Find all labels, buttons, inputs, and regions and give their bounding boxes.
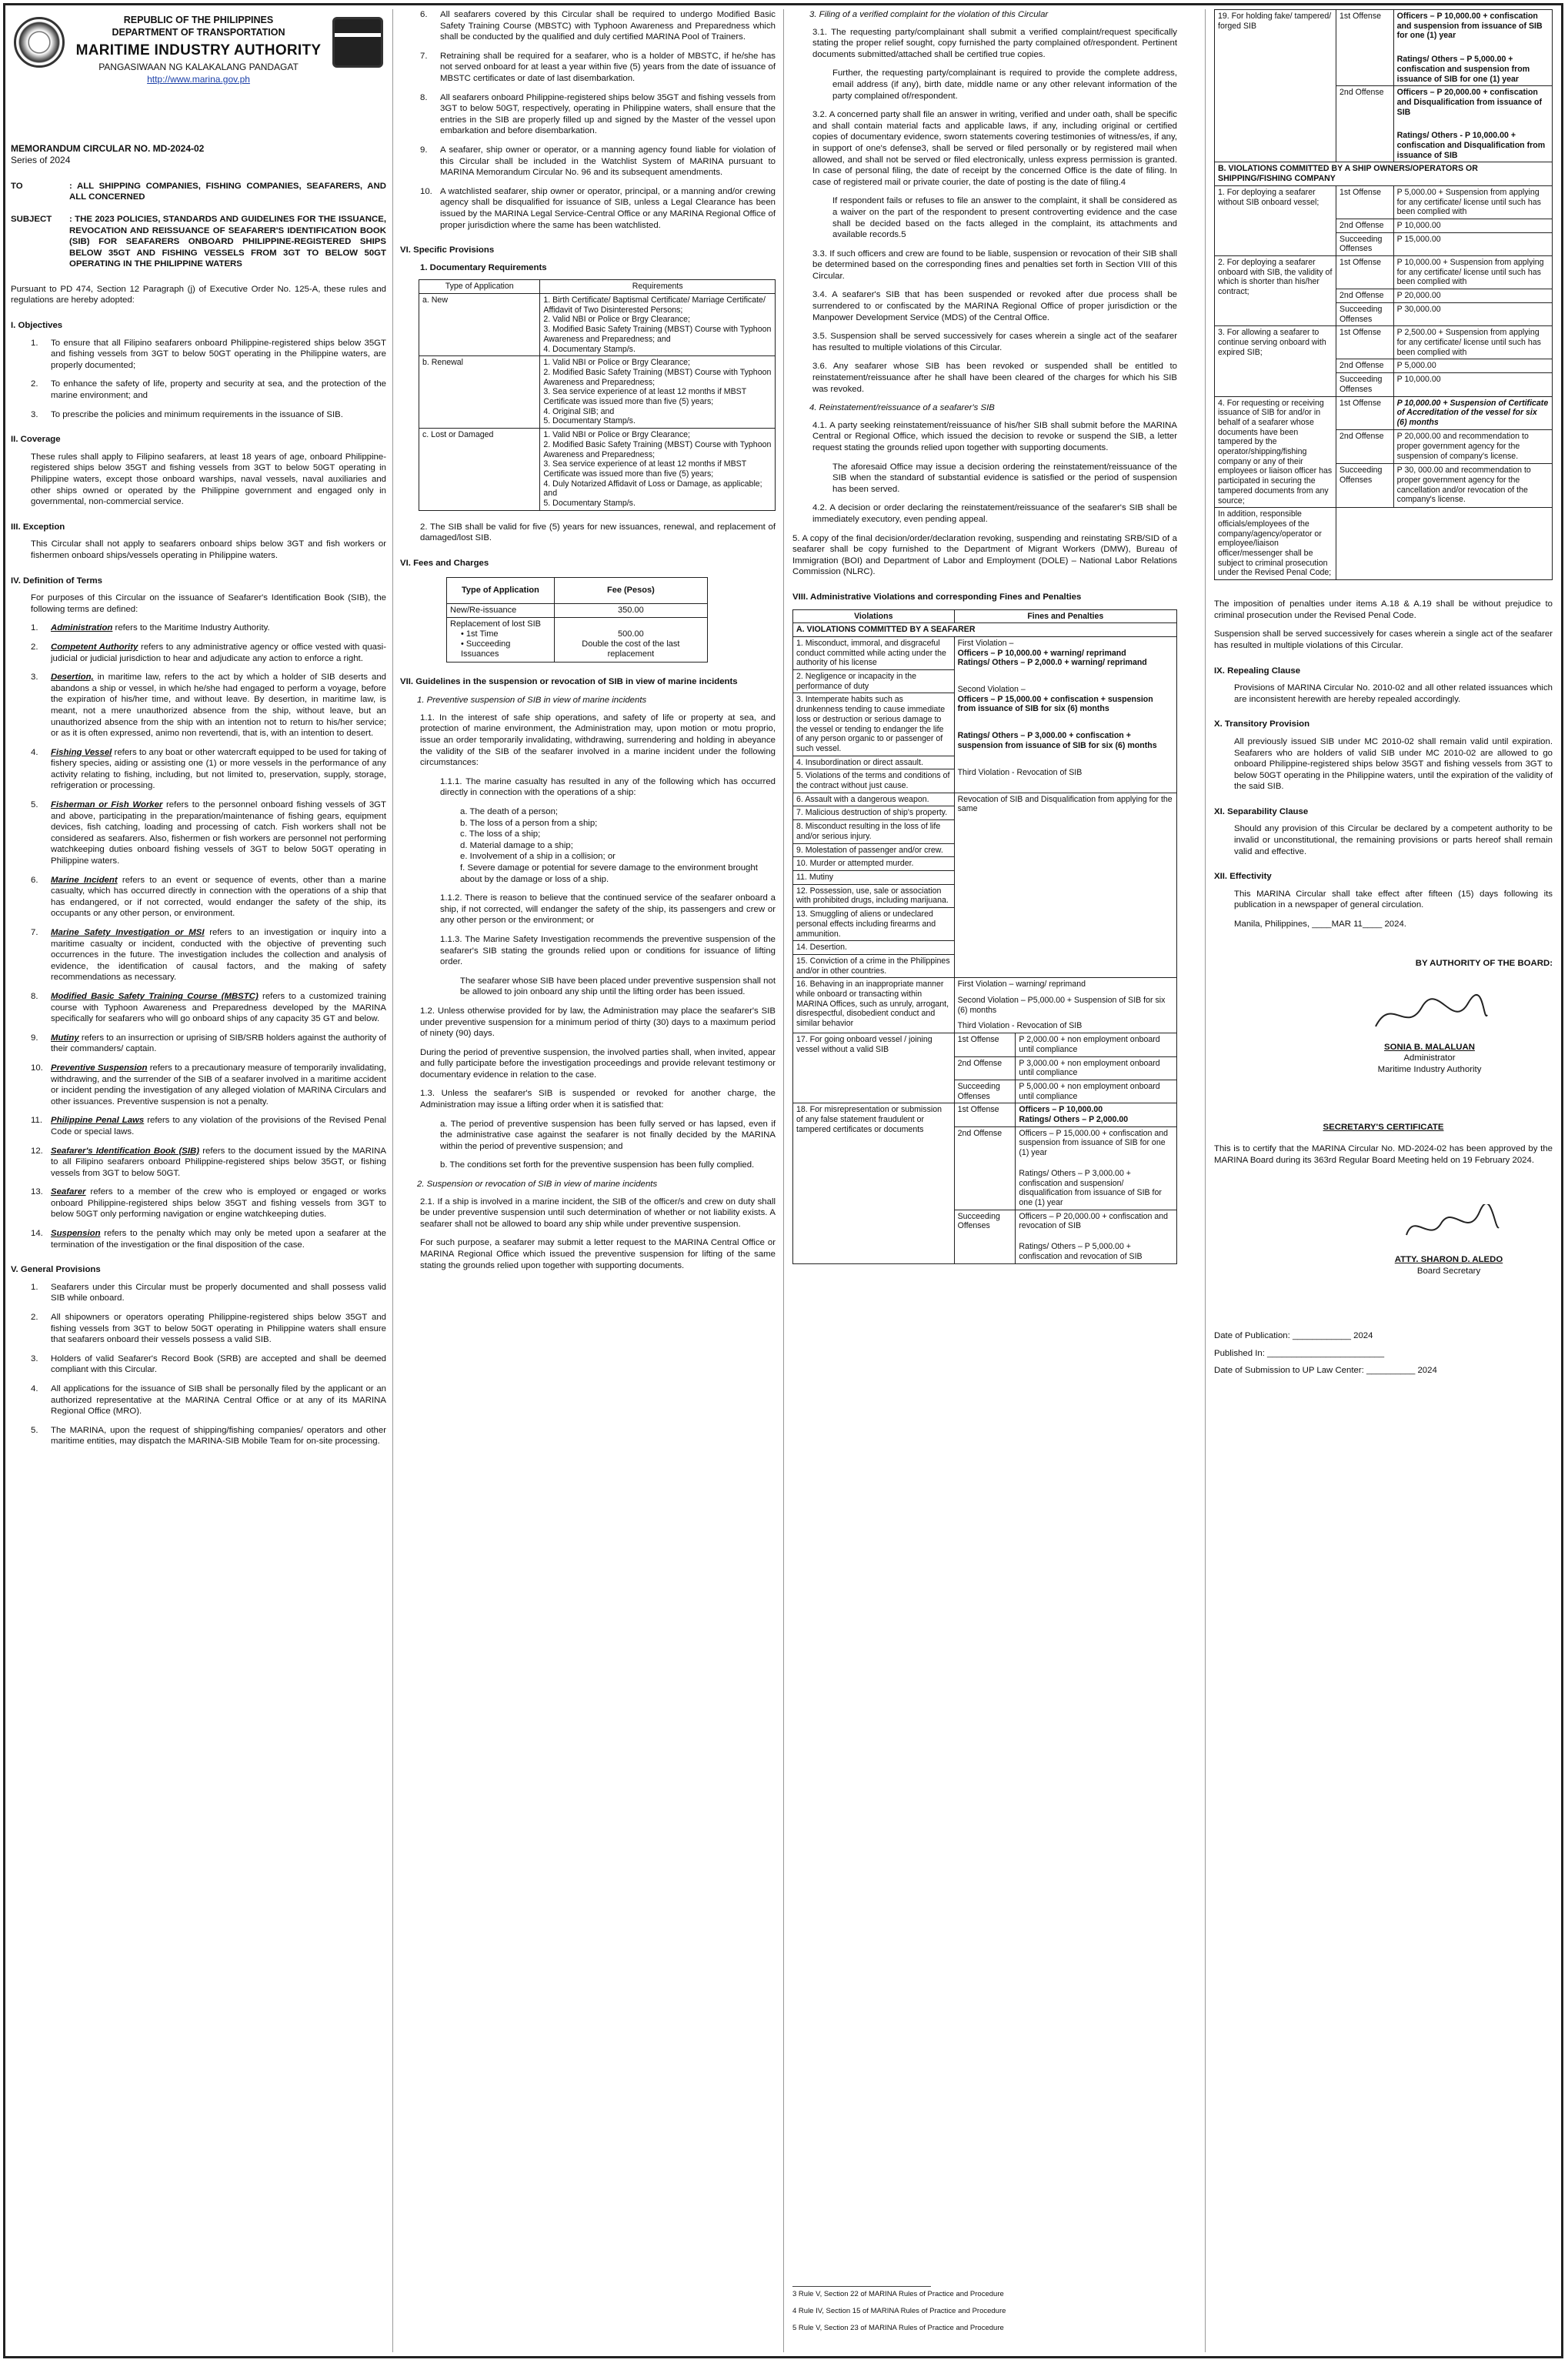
table-row: 7. Malicious destruction of ship's property. (793, 806, 1177, 820)
table-row: 8. Misconduct resulting in the loss of life and/or serious injury. (793, 820, 1177, 843)
section-heading: IX. Repealing Clause (1214, 666, 1301, 676)
list-item: 6. All seafarers covered by this Circular shall be required to undergo Modified Basic Safety Training Course (MBSTC) with Typhoon Awareness and Preparedness which shall be conducted by the qualified and duly certified MARINA Pool of Trainers. (420, 10, 776, 42)
table-row: 10. Murder or attempted murder. (793, 857, 1177, 871)
coverage-text: These rules shall apply to Filipino seafarers, at least 18 years of age, onboard Philippine-registered ships below 35GT and fishing vessels from 3GT to below 50GT operating in Philippine waters, except those onboard warships, naval vessels, naval auxiliaries and other ships owned or operated by the Philippine government and engaged only in governmental, non-commercial service. (31, 452, 386, 507)
paragraph: 1.1. In the interest of safe ship operations, and safety of life or property at sea, and protection of marine environment, the Administration may, upon motion or motu proprio, issue an order temporarily invalidating, withdrawing, surrendering and holding in abeyance the validity of the SIB of the seafarer involved in a marine incident under the following circumstances: (420, 713, 776, 768)
table-row: 13. Smuggling of aliens or undeclared personal effects including firearms and ammunition. (793, 908, 1177, 941)
dotr-seal-icon (14, 17, 65, 68)
section-heading: X. Transitory Provision (1214, 719, 1310, 729)
section-heading: XI. Separability Clause (1214, 806, 1309, 816)
section-heading: XII. Effectivity (1214, 872, 1272, 882)
table-row: 2nd Offense P 10,000.00 (1215, 219, 1553, 232)
table-row: 17. For going onboard vessel / joining vessel without a valid SIB 1st Offense P 2,000.00 + non employment onboard until compliance (793, 1033, 1177, 1056)
publication-details: Date of Publication: ____________ 2024 Published In: ________________________ Date of Submission to UP Law Center: __________ 2024 (1214, 1331, 1437, 1376)
list-item: 3. Holders of valid Seafarer's Record Book (SRB) are accepted and shall be deemed compliant with this Circular. (31, 1353, 386, 1375)
table-row: 2nd Offense P 5,000.00 (1215, 359, 1553, 373)
paragraph: All previously issued SIB under MC 2010-02 shall remain valid until expiration. Seafarers who are holders of valid SIB under MC 2010-02 are allowed to go onboard Philippine-registered ships below 35GT and fishing vessels from 3GT to below 50GT operating in the Philippine waters, until the expiration of the validity of the said SIB. (1234, 736, 1553, 792)
list-item: 9. Mutiny refers to an insurrection or uprising of SIB/SRB holders against the authority of their commanders/ captain. (31, 1033, 386, 1054)
paragraph: 1.2. Unless otherwise provided for by law, the Administration may place the seafarer's SIB under preventive suspension for a minimum period of thirty (30) days to a maximum period of ninety (90) days. (420, 1006, 776, 1039)
paragraph: 1.3. Unless the seafarer's SIB is suspended or revoked for another charge, the Administration may issue a lifting order when it is satisfied that: (420, 1089, 776, 1110)
column-3 (792, 9, 1177, 2348)
table-row: 2. Negligence or incapacity in the performance of duty (793, 670, 1177, 693)
table-row: 2nd Offense P 20,000.00 (1215, 289, 1553, 303)
fees-table (446, 577, 708, 663)
subsection-heading: 1. Preventive suspension of SIB in view of marine incidents (417, 696, 647, 706)
table-row: 6. Assault with a dangerous weapon. Revocation of SIB and Disqualification from applying for the same (793, 793, 1177, 806)
list-item: 8. All seafarers onboard Philippine-registered ships below 35GT and fishing vessels from 3GT to below 50GT, respectively, operating in Philippine waters, shall ensure that the entries in the SIB are properly filled up and signed by the Master of the vessel upon embarkation and before disembarkation. (420, 92, 776, 136)
list-item: 10. Preventive Suspension refers to a precautionary measure of temporarily invalidating, withdrawing, and the surrender of the SIB of a seafarer involved in a maritime accident or incident pending the investigation of any alleged violation of MARINA Circulars and other issuances. Preventive suspension is not a penalty. (31, 1063, 386, 1106)
paragraph: 2.1. If a ship is involved in a marine incident, the SIB of the officer/s and crew on duty shall be under preventive suspension until such determination of whether or not liability exists. A seafarer shall not be allowed to board any ship while under preventive suspension. (420, 1197, 776, 1229)
list-item: 2. All shipowners or operators operating Philippine-registered ships below 35GT and fishing vessels from 3GT to below 50GT operating in Philippine waters shall ensure that seafarers onboard their vessels possess a valid SIB. (31, 1313, 386, 1345)
list-item: 2. Competent Authority refers to any administrative agency or office vested with quasi-judicial or judicial jurisdiction to hear and adjudicate any action to enforce a right. (31, 642, 386, 663)
table-row: 4. For requesting or receiving issuance of SIB for and/or in behalf of a seafarer whose documents have been tampered by the operator/shipping/fishing company or any of their employees or liaison officer has participated in securing the tampered documents from any source; 1st Offense P 10,000.00 + Suspension of Certificate of Accreditation of the vessel for six (6) months (1215, 396, 1553, 430)
list-item: 3. Desertion, in maritime law, refers to the act by which a holder of SIB deserts and abandons a ship or vessel, in which he/she had engaged to perform a voyage, before the expiration of his/her time, and without leave. By desertion, in maritime law, is meant, not a mere unauthorized absence from the ship, without leave, but an unauthorized absence from the ship with an intention not to return to his/her service; or as it is often expressed, animo non revertendi, that is, with an intention to desert. (31, 673, 386, 739)
section-heading: VI. Fees and Charges (400, 558, 489, 568)
paragraph: 1.1.1. The marine casualty has resulted in any of the following which has occurred directly in connection with the operations of a ship: (440, 776, 776, 798)
table-row: 4. Insubordination or direct assault. (793, 756, 1177, 769)
table-row: 3. For allowing a seafarer to continue serving onboard with expired SIB; 1st Offense P 2,500.00 + Suspension from applying for any certificate/ license until such has been complied with (1215, 326, 1553, 359)
paragraph: a. The period of preventive suspension has been fully served or has lapsed, even if the administrative case against the seafarer is not finally decided by the MARINA within the period of preventive suspension; and (440, 1119, 776, 1151)
table-row: 2nd Offense Officers – P 15,000.00 + confiscation and suspension from issuance of SIB for one (1) year Ratings/ Others – P 3,000.00 + confiscation and suspension/ disqualification from issuance of SIB for one (1) year (793, 1126, 1177, 1210)
documentary-requirements-table (419, 279, 776, 510)
footnote: 4 Rule IV, Section 15 of MARINA Rules of Practice and Procedure (792, 2306, 1006, 2315)
paragraph: 1.1.2. There is reason to believe that the continued service of the seafarer onboard a ship, if not corrected, will endanger the safety of the ship, its passengers and crew or any other person or the environment; or (440, 893, 776, 926)
table-row: A. VIOLATIONS COMMITTED BY A SEAFARER (793, 623, 1177, 637)
list-item: 1. Administration refers to the Maritime Industry Authority. (31, 623, 270, 633)
paragraph: The aforesaid Office may issue a decision ordering the reinstatement/reissuance of the SIB when the standard of substantial evidence is satisfied or the period of suspension has been served. (832, 462, 1177, 494)
list-item: 5. Fisherman or Fish Worker refers to the personnel onboard fishing vessels of 3GT and above, participating in the preparation/maintenance of fishing gears, equipment devices, fish catching, loading and processing of catch. Fish workers shall not be considered as seafarers. Also, fishermen or fish workers are personnel not performing watchkeeping duties onboard fishing vessels of 3GT to below 50GT operating in Philippine waters. (31, 800, 386, 866)
letterhead (11, 14, 386, 129)
list-item: 12. Seafarer's Identification Book (SIB) refers to the document issued by the MARINA to all Filipino seafarers onboard Philippine-registered ships below 35GT, or fishing vessels from 3GT to below 50GT. (31, 1146, 386, 1178)
section-heading: I. Objectives (11, 321, 63, 331)
subsection-heading: 3. Filing of a verified complaint for the violation of this Circular (809, 10, 1049, 19)
table-header: Type of Application (419, 280, 540, 294)
table-header: Type of Application (447, 577, 555, 603)
column-1 (11, 9, 386, 2348)
paragraph: 3.6. Any seafarer whose SIB has been revoked or suspended shall be entitled to reinstatement/reissuance after he shall have been cleared of the charges for which his SIB was revoked. (812, 362, 1177, 394)
table-header: Fines and Penalties (954, 609, 1176, 623)
table-row: 18. For misrepresentation or submission of any false statement fraudulent or tampered certificates or documents 1st Offense Officers – P 10,000.00 Ratings/ Others – P 2,000.00 (793, 1103, 1177, 1126)
list-item: 4. All applications for the issuance of SIB shall be personally filed by the applicant or an authorized representative at the MARINA Central Office or at any of its MARINA Regional Office (MRO). (31, 1384, 386, 1417)
list-item: 8. Modified Basic Safety Training Course (MBSTC) refers to a customized training course with Typhoon Awareness and Preparedness developed by the MARINA specifically for seafarers who will go onboard ships of any capacity 35 GT and below. (31, 991, 386, 1024)
paragraph: 5. A copy of the final decision/order/declaration revoking, suspending and reinstating SRB/SID of a seafarer shall be copy furnished to the Department of Migrant Workers (DMW), Bureau of Immigration (BOI) and Department of Labor and Employment (DOLE) – National Labor Relations Commission (NLRC). (792, 533, 1177, 577)
list-item: 7. Retraining shall be required for a seafarer, who is a holder of MBSTC, if he/she has not served onboard for at least a year within five (5) years from the date of issuance of MBSTC certificates or date of last disembarkation. (420, 51, 776, 83)
certificate-text: This is to certify that the MARINA Circular No. MD-2024-02 has been approved by the MARINA Board during its 363rd Regular Board Meeting held on 19 February 2024. (1214, 1144, 1553, 1165)
table-row: New/Re-issuance 350.00 (447, 603, 708, 617)
section-heading: VII. Guidelines in the suspension or revocation of SIB in view of marine incidents (400, 676, 738, 686)
signature-icon (1368, 992, 1491, 1038)
paragraph: Suspension shall be served successively for cases wherein a single act of the seafarer has resulted in multiple violations of this Circular. (1214, 629, 1553, 650)
paragraph: 3.1. The requesting party/complainant shall submit a verified complaint/request specifically stating the proper relief sought, copy furnished the party complained of/respondent. Pertinent documents submitted/attached shall be certified true copies. (812, 27, 1177, 59)
signature-block-administrator: SONIA B. MALALUAN Administrator Maritime Industry Authority (1306, 992, 1553, 1075)
table-header: Fee (Pesos) (554, 577, 707, 603)
violations-table-cont (1214, 9, 1553, 580)
table-row: 3. Intemperate habits such as drunkenness tending to cause immediate loss or destruction or serious damage to the vessel or tending to endanger the life of any person organic to or passenger of such vessel. (793, 693, 1177, 756)
footnote: 3 Rule V, Section 22 of MARINA Rules of Practice and Procedure (792, 2289, 1004, 2298)
table-row: 14. Desertion. (793, 941, 1177, 955)
memo-number: MEMORANDUM CIRCULAR NO. MD-2024-02 (11, 143, 205, 154)
column-divider (1205, 9, 1206, 2352)
table-row: 2. For deploying a seafarer onboard with SIB, the validity of which is shorter than his/her contract; 1st Offense P 10,000.00 + Suspension from applying for any certificate/ license until such has been complied with (1215, 256, 1553, 289)
table-row: Replacement of lost SIB • 1st Time • Succeeding Issuances 500.00 Double the cost of the last replacement (447, 617, 708, 662)
table-row: Succeeding Offenses P 30,000.00 (1215, 302, 1553, 325)
table-row: 15. Conviction of a crime in the Philippines and/or in other countries. (793, 954, 1177, 977)
paragraph: Provisions of MARINA Circular No. 2010-02 and all other related issuances which are inconsistent herewith are hereby repealed accordingly. (1234, 683, 1553, 704)
table-row: 2nd Offense P 3,000.00 + non employment onboard until compliance (793, 1056, 1177, 1080)
table-row: 2nd Offense Officers – P 20,000.00 + confiscation and Disqualification from issuance of SIB Ratings/ Others - P 10,000.00 + confiscation and Disqualification from issuance of SIB (1215, 86, 1553, 162)
subject-value: : THE 2023 POLICIES, STANDARDS AND GUIDELINES FOR THE ISSUANCE, REVOCATION AND REISSUANCE OF SEAFARER'S IDENTIFICATION BOOK (SIB) FOR SEAFARERS ONBOARD PHILIPPINE-REGISTERED SHIPS BELOW 35GT AND FISHING VESSELS FROM 3GT TO BELOW 50GT OPERATING IN THE PHILIPPINE WATERS (69, 214, 386, 269)
paragraph: The seafarer whose SIB have been placed under preventive suspension shall not be allowed to join onboard any ship until the lifting order has been issued. (460, 976, 776, 997)
list-item: 9. A seafarer, ship owner or operator, or a manning agency found liable for violation of this Circular shall be included in the Watchlist System of MARINA pursuant to MARINA Memorandum Circular No. 96 and its subsequent amendments. (420, 145, 776, 178)
paragraph: b. The conditions set forth for the preventive suspension has been fully complied. (440, 1160, 755, 1170)
definitions-intro: For purposes of this Circular on the issuance of Seafarer's Identification Book (SIB), the following terms are defined: (31, 593, 386, 614)
table-row: 11. Mutiny (793, 871, 1177, 885)
table-header: Requirements (540, 280, 776, 294)
table-row: Succeeding Offenses P 5,000.00 + non employment onboard until compliance (793, 1080, 1177, 1103)
section-heading: II. Coverage (11, 435, 61, 445)
paragraph: The imposition of penalties under items A.18 & A.19 shall be without prejudice to criminal prosecution under the Revised Penal Code. (1214, 599, 1553, 620)
marina-logo-icon (332, 17, 383, 68)
subject-label: SUBJECT (11, 214, 52, 224)
section-heading: VIII. Administrative Violations and corresponding Fines and Penalties (792, 592, 1082, 602)
paragraph: Further, the requesting party/complainant is required to provide the complete address, email address (if any), birth date, middle name or any other relevant information of the party complained of/respondent. (832, 68, 1177, 101)
paragraph: 1.1.3. The Marine Safety Investigation recommends the preventive suspension of the seafarer's SIB stating the grounds relied upon or conditions for issuance of lifting order. (440, 934, 776, 967)
violations-table (792, 609, 1177, 1264)
subject-line (11, 214, 386, 270)
paragraph: 3.3. If such officers and crew are found to be liable, suspension or revocation of their SIB shall be determined based on the corresponding fines and penalties set forth in Section VIII of this Circular. (812, 249, 1177, 281)
paragraph: 4.2. A decision or order declaring the reinstatement/reissuance of the seafarer's SIB shall be immediately executory, even pending appeal. (812, 503, 1177, 524)
table-row: a. New 1. Birth Certificate/ Baptismal Certificate/ Marriage Certificate/ Affidavit of Two Disinterested Persons; 2. Valid NBI or Police or Brgy Clearance; 3. Modified Basic Safety Training (MBST) Course with Typhoon Awareness and Preparedness; and 4. Documentary Stamp/s. (419, 293, 776, 355)
table-row: Succeeding Offenses P 30, 000.00 and recommendation to proper government agency for the cancellation and/or revocation of the company's license. (1215, 464, 1553, 508)
to-label: TO (11, 181, 23, 191)
subsection-heading: 2. Suspension or revocation of SIB in view of marine incidents (417, 1180, 658, 1190)
table-row: 1. Misconduct, immoral, and disgraceful conduct committed while acting under the authority of his license First Violation – Officers – P 10,000.00 + warning/ reprimand Ratings/ Others – P 2,000.0 + warning/ reprimand Second Violation – Officers – P 15,000.00 + confiscation + suspension from issuance of SIB for six (6) months Ratings/ Others – P 3,000.00 + confiscation + suspension from issuance of SIB for six (6) months Third Violation - Revocation of SIB (793, 636, 1177, 669)
paragraph: During the period of preventive suspension, the involved parties shall, when invited, appear and fully participate before the investigation proceedings and provide relevant testimony or documentary evidence in relation to the case. (420, 1047, 776, 1080)
section-heading: VI. Specific Provisions (400, 245, 495, 255)
column-divider (783, 9, 784, 2352)
subsection-heading: 4. Reinstatement/reissuance of a seafarer's SIB (809, 403, 995, 413)
table-row: c. Lost or Damaged 1. Valid NBI or Police or Brgy Clearance; 2. Modified Basic Safety Training (MBST) Course with Typhoon Awareness and Preparedness; 3. Sea service experience of at least 12 months if MBST Certificate was issued more than five (5) years; 4. Duly Notarized Affidavit of Loss or Damage, as applicable; and 5. Documentary Stamp/s. (419, 429, 776, 511)
to-line (11, 181, 386, 203)
paragraph: Should any provision of this Circular be declared by a competent authority to be invalid or unconstitutional, the remaining provisions or parts hereof shall remain valid and effective. (1234, 824, 1553, 856)
table-row: B. VIOLATIONS COMMITTED BY A SHIP OWNERS/OPERATORS OR SHIPPING/FISHING COMPANY (1215, 162, 1553, 185)
signature-block-secretary: ATTY. SHARON D. ALEDO Board Secretary (1345, 1204, 1553, 1277)
table-row: 19. For holding fake/ tampered/ forged SIB 1st Offense Officers – P 10,000.00 + confiscation and suspension from issuance of SIB for one (1) year Ratings/ Others – P 5,000.00 + confiscation and suspension from issuance of SIB for one (1) year (1215, 10, 1553, 86)
list-item: 6. Marine Incident refers to an event or sequence of events, other than a marine casualty, which has occurred directly in connection with the operations of a ship that has endangered, or if not corrected, would endanger the safety of the ship, its occupants or any other person, or environment. (31, 875, 386, 919)
table-row: 9. Molestation of passenger and/or crew. (793, 843, 1177, 857)
objectives-list (11, 338, 386, 421)
table-row: 2nd Offense P 20,000.00 and recommendation to proper government agency for the suspension of company's license. (1215, 430, 1553, 464)
casualty-list: a. The death of a person; b. The loss of a person from a ship; c. The loss of a ship; d. Material damage to a ship; e. Involvement of a ship in a collision; or f. Severe damage or potential for severe damage to the environment brought about by the damage or loss of a ship. (460, 807, 758, 884)
column-divider (392, 9, 393, 2352)
memo-series: Series of 2024 (11, 155, 71, 166)
paragraph: For such purpose, a seafarer may submit a letter request to the MARINA Central Office or MARINA Regional Office which issued the preventive suspension for lifting of the same stating the grounds relied upon together with supporting documents. (420, 1238, 776, 1270)
list-item: 7. Marine Safety Investigation or MSI refers to an investigation or inquiry into a maritime casualty or incident, conducted with the objective of preventing such occurrences in the future. The investigation includes the collection and analysis of evidence, the identification of causal factors, and the making of safety recommendations as necessary. (31, 928, 386, 983)
table-row: Succeeding Offenses P 10,000.00 (1215, 373, 1553, 396)
agency-name: MARITIME INDUSTRY AUTHORITY (75, 42, 322, 58)
list-item: 5. The MARINA, upon the request of shipping/fishing companies/ operators and other maritime entities, may dispatch the MARINA-SIB Mobile Team for on-site processing. (31, 1425, 386, 1447)
definitions-list (11, 622, 386, 1250)
exception-text: This Circular shall not apply to seafarers onboard ships below 3GT and fish workers or fishermen onboard ships/vessels operating in Philippine waters. (31, 539, 386, 560)
table-row: 1. For deploying a seafarer without SIB onboard vessel; 1st Offense P 5,000.00 + Suspension from applying for any certificate/ license until such has been complied with (1215, 185, 1553, 219)
general-provisions-list (11, 1282, 386, 1447)
section-heading: IV. Definition of Terms (11, 576, 102, 586)
footnote: 5 Rule V, Section 23 of MARINA Rules of Practice and Procedure (792, 2323, 1004, 2332)
column-4 (1214, 9, 1553, 2348)
list-item: 1. To ensure that all Filipino seafarers onboard Philippine-registered ships below 35GT and fishing vessels from 3GT to below 50GT operating in the Philippine waters, are properly documented; (31, 338, 386, 370)
table-row: 5. Violations of the terms and conditions of the contract without just cause. (793, 769, 1177, 793)
republic-line: REPUBLIC OF THE PHILIPPINES (123, 15, 274, 25)
paragraph: 3.2. A concerned party shall file an answer in writing, verified and under oath, shall be specific and shall contain material facts and applicable laws, if any, including original or certified copies of documentary evidence, sworn statements covering testimonies of witness/es, if any, in support of one's defense3, shall be served or filed personally or by registered mail when allowed, and shall not be served or filed electronically, unless express permission is granted. In case of personal filing, the date of receipt by the concerned Office is the date of filing. In case of registered mail or private courier, the date of posting is the date of filing.4 (812, 110, 1177, 187)
dateline: Manila, Philippines, ____MAR 11____ 2024. (1234, 920, 1406, 930)
department-line: DEPARTMENT OF TRANSPORTATION (112, 27, 285, 38)
secretary-certificate-heading: SECRETARY'S CERTIFICATE (1323, 1122, 1444, 1132)
list-item: 1. Seafarers under this Circular must be properly documented and shall possess valid SIB while onboard. (31, 1282, 386, 1303)
table-row: Succeeding Offenses P 15,000.00 (1215, 232, 1553, 255)
agency-url[interactable]: http://www.marina.gov.ph (147, 73, 250, 85)
to-value: : ALL SHIPPING COMPANIES, FISHING COMPANIES, SEAFARERS, AND ALL CONCERNED (69, 181, 386, 202)
section-heading: III. Exception (11, 522, 65, 532)
table-row: In addition, responsible officials/employees of the company/agency/operator or employee/liaison officer/messenger shall be subject to criminal prosecution under the Revised Penal Code; (1215, 508, 1553, 580)
paragraph: This MARINA Circular shall take effect after fifteen (15) days following its publication in a newspaper of general circulation. (1234, 889, 1553, 910)
subsection-heading: 1. Documentary Requirements (420, 262, 547, 272)
authority-line: BY AUTHORITY OF THE BOARD: (1415, 958, 1553, 968)
agency-tagalog: PANGASIWAAN NG KALAKALANG PANDAGAT (98, 62, 299, 73)
paragraph: 3.4. A seafarer's SIB that has been suspended or revoked after due process shall be surrendered to or confiscated by the MARINA Regional Office of proper jurisdiction or the Manpower Development Service (MDS) of the Central Office. (812, 290, 1177, 322)
list-item: 13. Seafarer refers to a member of the crew who is employed or engaged or works onboard Philippine-registered ships below 35GT and fishing vessels from 3GT to below 50GT only performing navigation or engine watchkeeping duties. (31, 1187, 386, 1220)
table-row: Succeeding Offenses Officers – P 20,000.00 + confiscation and revocation of SIB Ratings/ Others – P 5,000.00 + confiscation and revocation of SIB (793, 1210, 1177, 1263)
table-row: 16. Behaving in an inappropriate manner while onboard or transacting within MARINA Offices, such as unruly, arrogant, disrespectful, disobedient conduct and similar behavior First Violation – warning/ reprimand Second Violation – P5,000.00 + Suspension of SIB for six (6) months Third Violation - Revocation of SIB (793, 978, 1177, 1033)
list-item: 3. To prescribe the policies and minimum requirements in the issuance of SIB. (31, 409, 343, 419)
table-row: b. Renewal 1. Valid NBI or Police or Brgy Clearance; 2. Modified Basic Safety Training (MBST) Course with Typhoon Awareness and Preparedness; 3. Sea service experience of at least 12 months if MBST Certificate was issued more than five (5) years; 4. Original SIB; and 5. Documentary Stamp/s. (419, 356, 776, 429)
table-header: Violations (793, 609, 955, 623)
preamble: Pursuant to PD 474, Section 12 Paragraph (j) of Executive Order No. 125-A, these rules and regulations are hereby adopted: (11, 284, 386, 305)
table-row: 12. Possession, use, sale or association with prohibited drugs, including marijuana. (793, 884, 1177, 907)
list-item: 11. Philippine Penal Laws refers to any violation of the provisions of the Revised Penal Code or special laws. (31, 1116, 386, 1136)
paragraph: 4.1. A party seeking reinstatement/reissuance of his/her SIB shall submit before the MARINA Central or Regional Office, which issued the decision to revoke or suspend the SIB, a letter request stating the grounds relied upon together with supporting documents. (812, 420, 1177, 452)
column-2 (400, 9, 776, 2348)
section-heading: V. General Provisions (11, 1265, 101, 1275)
list-item: 14. Suspension refers to the penalty which may only be meted upon a seafarer at the termination of the investigation or the final disposition of the case. (31, 1229, 386, 1250)
list-item: 10. A watchlisted seafarer, ship owner or operator, principal, or a manning and/or crewing agency shall be disqualified for issuance of SIB, unless a Legal Clearance has been issued by the MARINA Legal Service-Central Office or any MARINA Regional Office of proper jurisdiction where the same has been watchlisted. (420, 186, 776, 230)
list-item: 4. Fishing Vessel refers to any boat or other watercraft equipped to be used for taking of fishery species, aiding or assisting one (1) or more vessels in the performance of any activity relating to fishing, including, but not limited to, preservation, supply, storage, refrigeration or processing. (31, 747, 386, 791)
validity-text: 2. The SIB shall be valid for five (5) years for new issuances, renewal, and replacement of damaged/lost SIB. (420, 522, 776, 543)
footnotes (792, 2286, 1177, 2341)
list-item: 2. To enhance the safety of life, property and security at sea, and the protection of the marine environment; and (31, 379, 386, 401)
signature-icon (1395, 1204, 1503, 1250)
general-provisions-list-cont (400, 9, 776, 231)
paragraph: If respondent fails or refuses to file an answer to the complaint, it shall be considered as a waiver on the part of the respondent to present controverting evidence and the case shall be decided based on the facts alleged in the complaint, its attachments and available records.5 (832, 196, 1177, 240)
paragraph: 3.5. Suspension shall be served successively for cases wherein a single act of the seafarer has resulted to multiple violations of this Circular. (812, 332, 1177, 352)
